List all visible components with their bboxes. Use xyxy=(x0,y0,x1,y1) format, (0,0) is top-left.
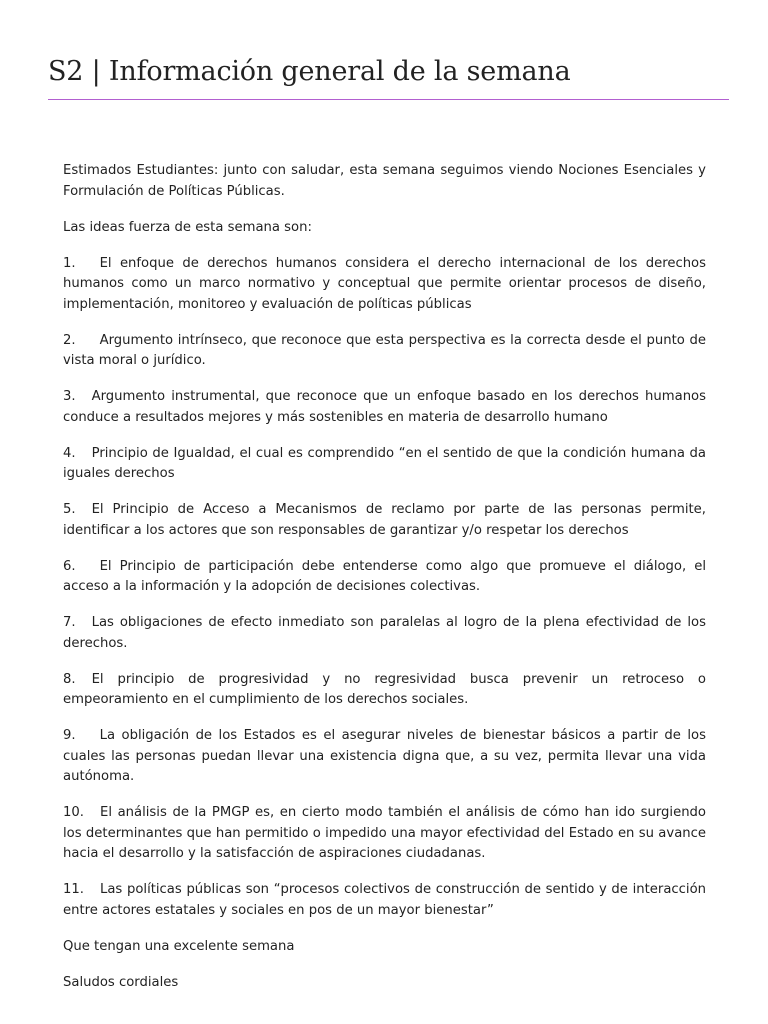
list-item xyxy=(63,500,706,541)
message-body xyxy=(63,161,706,1009)
item-number: 9. xyxy=(63,728,76,743)
item-text: Las políticas públicas son “procesos colectivos de construcción de sentido y de interacción entre actores estatales y sociales en pos de un mayor bienestar” xyxy=(63,882,706,918)
item-text: El Principio de participación debe entenderse como algo que promueve el diálogo, el acceso a la información y la adopción de decisiones colectivas. xyxy=(63,558,706,594)
list-item xyxy=(63,726,706,788)
list-item xyxy=(63,670,706,711)
item-text: La obligación de los Estados es el asegurar niveles de bienestar básicos a partir de los cuales las personas puedan llevar una existencia digna que, a su vez, permita llevar una vida autónoma. xyxy=(63,728,706,784)
item-number: 1. xyxy=(63,255,76,271)
item-text: Las obligaciones de efecto inmediato son paralelas al logro de la plena efectividad de los derechos. xyxy=(63,615,706,651)
item-number: 11. xyxy=(63,882,84,897)
item-number: 2. xyxy=(63,332,76,348)
item-number: 10. xyxy=(63,805,84,820)
intro-paragraph: Estimados Estudiantes: junto con saludar, esta semana seguimos viendo Nociones Esenciales y Formulación de Políticas Públicas. xyxy=(63,163,706,199)
list-item xyxy=(63,254,706,316)
item-text: El Principio de Acceso a Mecanismos de reclamo por parte de las personas permite, identificar a los actores que son responsables de garantizar y/o respetar los derechos xyxy=(63,502,706,538)
signoff: Saludos cordiales xyxy=(63,974,179,990)
closing-paragraph: Que tengan una excelente semana xyxy=(63,938,295,954)
item-text: El principio de progresividad y no regresividad busca prevenir un retroceso o empeoramiento en el cumplimiento de los derechos sociales. xyxy=(63,671,706,707)
item-text: Principio de Igualdad, el cual es comprendido “en el sentido de que la condición humana da iguales derechos xyxy=(63,445,706,481)
lead-paragraph: Las ideas fuerza de esta semana son: xyxy=(63,219,312,235)
item-number: 4. xyxy=(63,445,76,461)
item-text: El enfoque de derechos humanos considera el derecho internacional de los derechos humanos como un marco normativo y conceptual que permite orientar procesos de diseño, implementación, monitoreo y evaluación de políticas públicas xyxy=(63,255,706,312)
page-title: S2 | Información general de la semana xyxy=(48,56,571,87)
item-text: Argumento intrínseco, que reconoce que esta perspectiva es la correcta desde el punto de vista moral o jurídico. xyxy=(63,332,706,368)
page-header xyxy=(48,52,729,100)
list-item xyxy=(63,880,706,921)
item-number: 6. xyxy=(63,558,76,574)
list-item xyxy=(63,444,706,485)
item-number: 3. xyxy=(63,389,76,404)
list-item xyxy=(63,331,706,372)
list-item xyxy=(63,387,706,428)
list-item xyxy=(63,803,706,865)
list-item xyxy=(63,613,706,654)
list-item xyxy=(63,557,706,598)
item-number: 5. xyxy=(63,502,76,517)
item-number: 8. xyxy=(63,671,76,687)
item-number: 7. xyxy=(63,615,76,630)
title-divider xyxy=(48,99,729,100)
item-text: El análisis de la PMGP es, en cierto modo también el análisis de cómo han ido surgiendo los determinantes que han permitido o impedido una mayor efectividad del Estado en su avance hacia el desarrollo y la satisfacción de aspiraciones ciudadanas. xyxy=(63,805,706,861)
item-text: Argumento instrumental, que reconoce que un enfoque basado en los derechos humanos conduce a resultados mejores y más sostenibles en materia de desarrollo humano xyxy=(63,389,706,425)
